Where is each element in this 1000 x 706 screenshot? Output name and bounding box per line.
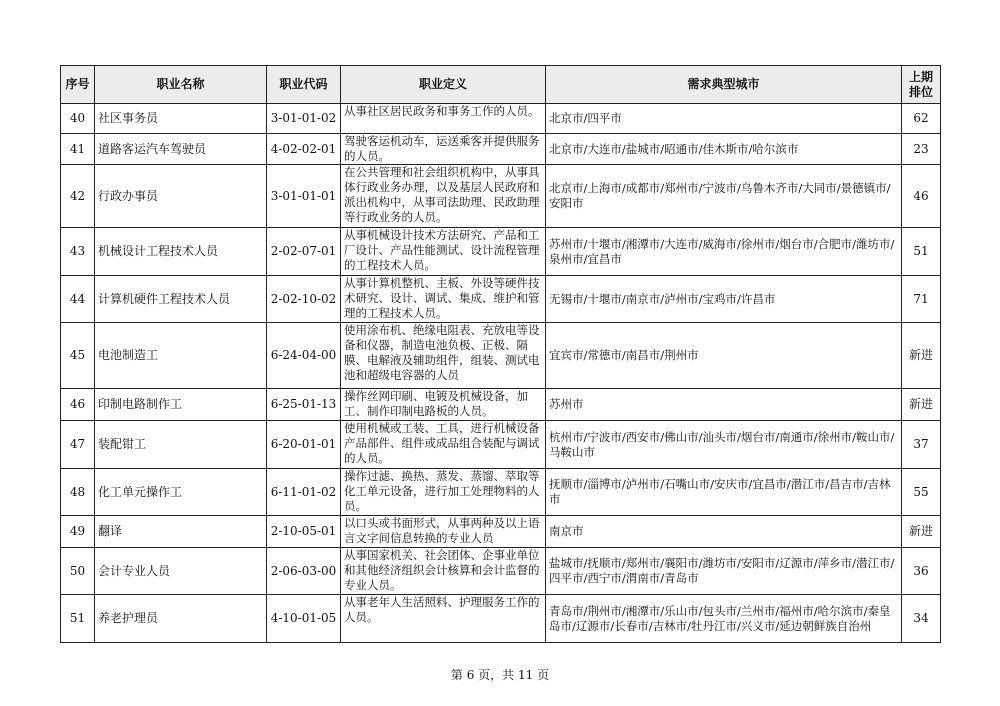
row-code: 6-24-04-00 <box>267 323 341 389</box>
header-prev-rank-line1: 上期 <box>908 69 933 84</box>
table-row <box>61 104 941 134</box>
row-cities: 无锡市/十堰市/南京市/泸州市/宝鸡市/许昌市 <box>546 276 902 323</box>
header-cities: 需求典型城市 <box>546 66 902 104</box>
table-row <box>61 516 941 548</box>
row-definition: 从事计算机整机、主板、外设等硬件技术研究、设计、调试、集成、维护和管理的工程技术人员。 <box>341 276 546 323</box>
header-no: 序号 <box>61 66 95 104</box>
header-prev-rank <box>902 66 941 104</box>
row-no: 48 <box>61 469 95 516</box>
row-rank: 新进 <box>902 389 941 421</box>
row-rank: 新进 <box>902 323 941 389</box>
table-row <box>61 595 941 643</box>
row-cities: 北京市/四平市 <box>546 104 902 134</box>
row-no: 47 <box>61 421 95 469</box>
header-code: 职业代码 <box>267 66 341 104</box>
row-name: 印制电路制作工 <box>95 389 267 421</box>
table-row <box>61 134 941 165</box>
row-rank: 23 <box>902 134 941 165</box>
table-row <box>61 389 941 421</box>
row-code: 2-02-07-01 <box>267 228 341 276</box>
row-no: 49 <box>61 516 95 548</box>
row-rank: 51 <box>902 228 941 276</box>
page-footer: 第 6 页，共 11 页 <box>450 668 550 682</box>
row-cities: 苏州市 <box>546 389 902 421</box>
row-code: 2-02-10-02 <box>267 276 341 323</box>
row-code: 4-10-01-05 <box>267 595 341 643</box>
row-rank: 34 <box>902 595 941 643</box>
table-row <box>61 323 941 389</box>
row-code: 6-20-01-01 <box>267 421 341 469</box>
row-name: 翻译 <box>95 516 267 548</box>
row-code: 6-11-01-02 <box>267 469 341 516</box>
row-no: 45 <box>61 323 95 389</box>
row-code: 2-10-05-01 <box>267 516 341 548</box>
row-name: 电池制造工 <box>95 323 267 389</box>
row-definition: 以口头或书面形式，从事两种及以上语言文字间信息转换的专业人员 <box>341 516 546 548</box>
table-row <box>61 165 941 228</box>
row-definition: 使用机械或工装、工具，进行机械设备产品部件、组件或成品组合装配与调试的人员。 <box>341 421 546 469</box>
row-rank: 37 <box>902 421 941 469</box>
row-code: 6-25-01-13 <box>267 389 341 421</box>
row-definition: 驾驶客运机动车，运送乘客并提供服务的人员。 <box>341 134 546 165</box>
row-name: 装配钳工 <box>95 421 267 469</box>
table-row <box>61 469 941 516</box>
row-no: 46 <box>61 389 95 421</box>
row-no: 44 <box>61 276 95 323</box>
row-name: 计算机硬件工程技术人员 <box>95 276 267 323</box>
row-definition: 使用涂布机、绝缘电阻表、充放电等设备和仪器，制造电池负极、正极、隔膜、电解液及辅助组件，组装、测试电池和超级电容器的人员 <box>341 323 546 389</box>
row-name: 化工单元操作工 <box>95 469 267 516</box>
row-cities: 宜宾市/常德市/南昌市/荆州市 <box>546 323 902 389</box>
row-cities: 杭州市/宁波市/西安市/佛山市/汕头市/烟台市/南通市/徐州市/鞍山市/马鞍山市 <box>546 421 902 469</box>
row-cities: 青岛市/荆州市/湘潭市/乐山市/包头市/兰州市/福州市/哈尔滨市/秦皇岛市/辽源市/长春市/吉林市/牡丹江市/兴义市/延边朝鲜族自治州 <box>546 595 902 643</box>
table-row <box>61 548 941 595</box>
row-code: 3-01-01-02 <box>267 104 341 134</box>
row-code: 3-01-01-01 <box>267 165 341 228</box>
row-definition: 从事国家机关、社会团体、企事业单位和其他经济组织会计核算和会计监督的专业人员。 <box>341 548 546 595</box>
row-rank: 46 <box>902 165 941 228</box>
row-rank: 55 <box>902 469 941 516</box>
row-definition: 从事机械设计技术方法研究、产品和工厂设计、产品性能测试、设计流程管理的工程技术人员。 <box>341 228 546 276</box>
table-row <box>61 228 941 276</box>
row-name: 机械设计工程技术人员 <box>95 228 267 276</box>
row-no: 51 <box>61 595 95 643</box>
row-cities: 南京市 <box>546 516 902 548</box>
header-prev-rank-line2: 排位 <box>908 84 933 99</box>
table-row <box>61 276 941 323</box>
row-cities: 抚顺市/淄博市/泸州市/石嘴山市/安庆市/宜昌市/潜江市/昌吉市/吉林市 <box>546 469 902 516</box>
header-definition: 职业定义 <box>341 66 546 104</box>
row-no: 41 <box>61 134 95 165</box>
row-rank: 71 <box>902 276 941 323</box>
row-definition: 从事老年人生活照料、护理服务工作的人员。 <box>341 595 546 643</box>
row-definition: 操作丝网印刷、电镀及机械设备，加工、制作印制电路板的人员。 <box>341 389 546 421</box>
row-definition: 在公共管理和社会组织机构中，从事具体行政业务办理，以及基层人民政府和派出机构中，从事司法助理、民政助理等行政业务的人员。 <box>341 165 546 228</box>
table-header <box>61 66 941 104</box>
table-row <box>61 421 941 469</box>
row-no: 40 <box>61 104 95 134</box>
row-code: 2-06-03-00 <box>267 548 341 595</box>
row-rank: 62 <box>902 104 941 134</box>
row-rank: 新进 <box>902 516 941 548</box>
row-rank: 36 <box>902 548 941 595</box>
row-name: 会计专业人员 <box>95 548 267 595</box>
row-code: 4-02-02-01 <box>267 134 341 165</box>
row-cities: 北京市/大连市/盐城市/昭通市/佳木斯市/哈尔滨市 <box>546 134 902 165</box>
header-name: 职业名称 <box>95 66 267 104</box>
row-definition: 操作过滤、换热、蒸发、蒸馏、萃取等化工单元设备，进行加工处理物料的人员。 <box>341 469 546 516</box>
row-definition: 从事社区居民政务和事务工作的人员。 <box>341 104 546 134</box>
row-name: 道路客运汽车驾驶员 <box>95 134 267 165</box>
row-cities: 北京市/上海市/成都市/郑州市/宁波市/乌鲁木齐市/大同市/景德镇市/安阳市 <box>546 165 902 228</box>
row-cities: 苏州市/十堰市/湘潭市/大连市/威海市/徐州市/烟台市/合肥市/潍坊市/泉州市/宜昌市 <box>546 228 902 276</box>
row-no: 42 <box>61 165 95 228</box>
row-no: 43 <box>61 228 95 276</box>
occupation-table <box>60 65 941 643</box>
row-name: 行政办事员 <box>95 165 267 228</box>
row-name: 社区事务员 <box>95 104 267 134</box>
row-no: 50 <box>61 548 95 595</box>
row-cities: 盐城市/抚顺市/郑州市/襄阳市/潍坊市/安阳市/辽源市/萍乡市/潜江市/四平市/西宁市/渭南市/青岛市 <box>546 548 902 595</box>
row-name: 养老护理员 <box>95 595 267 643</box>
